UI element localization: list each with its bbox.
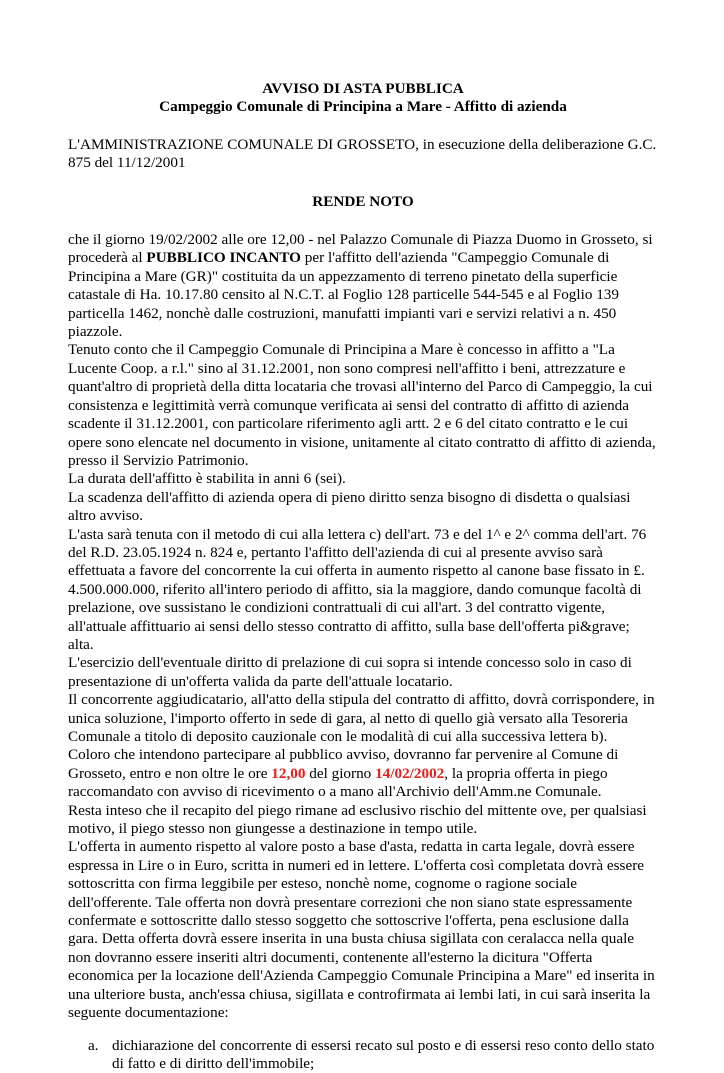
paragraph-text: che il giorno 19/02/2002 alle ore 12,00 - nel Palazzo Comunale di Piazza Duomo in Grosseto, si procederà al <box>68 231 653 266</box>
paragraph-auction-method: L'asta sarà tenuta con il metodo di cui alla lettera c) dell'art. 73 e del 1^ e 2^ comma dell'art. 76 del R.D. 23.05.1924 n. 824 e, pertanto l'affitto dell'azienda di cui al presente avviso sarà effettuata a favore del concorrente la cui offerta in aumento rispetto al canone base fissato in £. 4.500.000.000, riferito all'intero periodo di affitto, sia la maggiore, dando comunque facoltà di prelazione, ove sussistano le condizioni contrattuali di cui all'art. 3 del contratto vigente, all'attuale affittuario ai sensi dello stesso contratto di affitto, sulla base dell'offerta pi&grave; alta. <box>68 526 658 655</box>
deadline-time: 12,00 <box>271 765 305 782</box>
paragraph-expiry: La scadenza dell'affitto di azienda opera di pieno diritto senza bisogno di disdetta o qualsiasi altro avviso. <box>68 489 658 526</box>
list-item <box>68 1037 658 1073</box>
paragraph-auction-date <box>68 231 658 341</box>
paragraph-payment: Il concorrente aggiudicatario, all'atto della stipula del contratto di affitto, dovrà corrispondere, in unica soluzione, l'importo offerto in sede di gara, al netto di quello già versato alla Tesoreria Comunale a titolo di deposito cauzionale con le modalità di cui alla successiva lettera b). <box>68 691 658 746</box>
paragraph-text: Coloro che intendono partecipare al pubblico avviso, dovranno far pervenire al Comune di Grosseto, entro e non oltre le ore <box>68 746 618 781</box>
paragraph-pre-emption: L'esercizio dell'eventuale diritto di prelazione di cui sopra si intende concesso solo in caso di presentazione di un'offerta valida da parte dell'attuale locatario. <box>68 654 658 691</box>
pubblico-incanto-emphasis: PUBBLICO INCANTO <box>146 249 301 266</box>
paragraph-text: , la propria offerta in piego raccomandato con avviso di ricevimento o a mano all'Archivio dell'Amm.ne Comunale. <box>68 765 608 800</box>
rende-noto-heading: RENDE NOTO <box>68 193 658 211</box>
deadline-date: 14/02/2002 <box>375 765 444 782</box>
list-item-text: dichiarazione del concorrente di essersi recato sul posto e di essersi reso conto dello stato di fatto e di diritto dell'immobile; <box>112 1037 654 1072</box>
document-page <box>68 80 658 1073</box>
paragraph-text: del giorno <box>305 765 375 782</box>
page-subtitle: Campeggio Comunale di Principina a Mare - Affitto di azienda <box>68 98 658 116</box>
paragraph-deadline <box>68 746 658 801</box>
intro-paragraph: L'AMMINISTRAZIONE COMUNALE DI GROSSETO, in esecuzione della deliberazione G.C. 875 del 11/12/2001 <box>68 136 658 173</box>
paragraph-text: per l'affitto dell'azienda "Campeggio Comunale di Principina a Mare (GR)" costituita da un appezzamento di terreno pinetato della superficie catastale di Ha. 10.17.80 censito al N.C.T. al Foglio 128 particelle 544-545 e al Foglio 139 particella 1462, nonchè dalle costruzioni, manufatti impianti vari e servizi relativi a n. 450 piazzole. <box>68 249 619 340</box>
page-title: AVVISO DI ASTA PUBBLICA <box>68 80 658 98</box>
list-marker: a. <box>88 1037 99 1055</box>
paragraph-offer-format: L'offerta in aumento rispetto al valore posto a base d'asta, redatta in carta legale, dovrà essere espressa in Lire o in Euro, scritta in numeri ed in lettere. L'offerta così completata dovrà essere sottoscritta con firma leggibile per esteso, nonchè nome, cognome o ragione sociale dell'offerente. Tale offerta non dovrà presentare correzioni che non siano state espressamente confermate e sottoscritte dallo stesso soggetto che sottoscrive l'offerta, pena esclusione dalla gara. Detta offerta dovrà essere inserita in una busta chiusa sigillata con ceralacca nella quale non dovranno essere inseriti altri documenti, contenente all'esterno la dicitura "Offerta economica per la locazione dell'Azienda Campeggio Comunale Principina a Mare" ed inserita in una ulteriore busta, anch'essa chiusa, sigillata e controfirmata ai lembi lati, in cui sarà inserita la seguente documentazione: <box>68 838 658 1022</box>
paragraph-current-lease: Tenuto conto che il Campeggio Comunale di Principina a Mare è concesso in affitto a "La Lucente Coop. a r.l." sino al 31.12.2001, non sono compresi nell'affitto i beni, attrezzature e quant'altro di proprietà della ditta locataria che trovasi all'interno del Parco di Campeggio, la cui consistenza e legittimità verrà comunque verificata ai sensi del contratto di affitto di azienda scadente il 31.12.2001, con particolare riferimento agli artt. 2 e 6 del citato contratto e le cui opere sono elencate nel documento in visione, unitamente al citato contratto di affitto di azienda, presso il Servizio Patrimonio. <box>68 341 658 470</box>
documentation-list <box>68 1037 658 1073</box>
paragraph-delivery-risk: Resta inteso che il recapito del piego rimane ad esclusivo rischio del mittente ove, per qualsiasi motivo, il piego stesso non giungesse a destinazione in tempo utile. <box>68 802 658 839</box>
paragraph-duration: La durata dell'affitto è stabilita in anni 6 (sei). <box>68 470 658 488</box>
